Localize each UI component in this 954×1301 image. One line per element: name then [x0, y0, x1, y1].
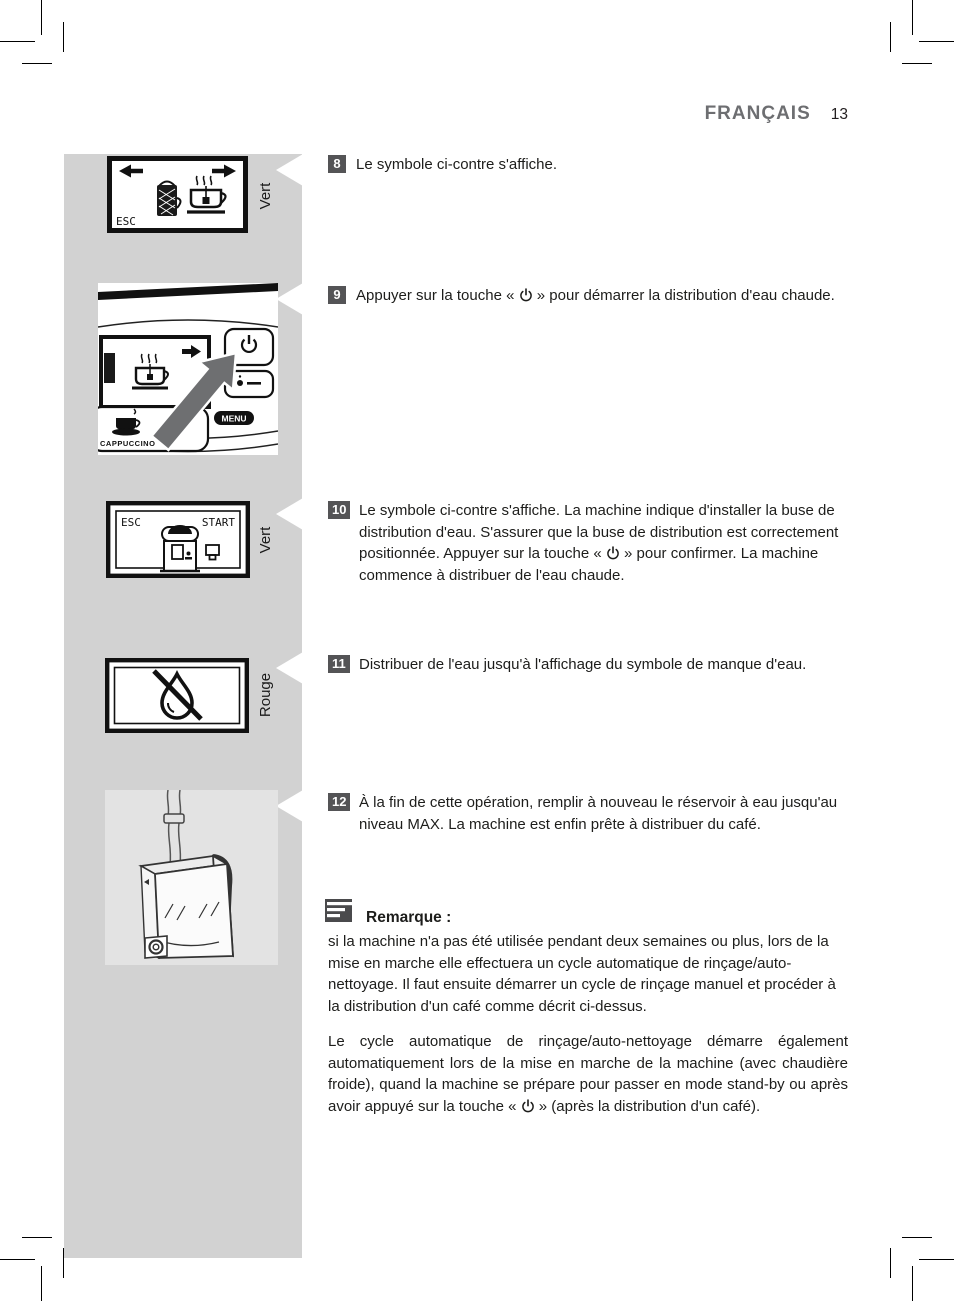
step-text: Appuyer sur la touche « — [356, 287, 519, 304]
display-install-spout — [106, 501, 250, 583]
step-number-badge: 10 — [328, 501, 350, 519]
closing-paragraph — [328, 1031, 848, 1117]
led-color-label: Vert — [257, 526, 274, 554]
callout-wedge — [276, 154, 303, 186]
page-header — [328, 103, 848, 125]
crop-mark — [22, 1237, 52, 1238]
display-esc-label: ESC — [121, 516, 141, 529]
crop-mark — [0, 41, 35, 42]
power-icon — [606, 546, 620, 560]
step-number-badge: 9 — [328, 286, 346, 304]
step-text: Le symbole ci-contre s'affiche. — [356, 156, 558, 173]
callout-wedge — [276, 498, 303, 530]
machine-pictogram — [160, 525, 200, 571]
water-tank-illustration — [105, 790, 278, 970]
crop-mark — [22, 63, 52, 64]
crop-mark — [902, 63, 932, 64]
water-tank — [141, 856, 233, 958]
crop-mark — [41, 1266, 42, 1301]
cappuccino-button-label: CAPPUCCINO — [100, 439, 156, 448]
power-icon — [519, 288, 533, 302]
crop-mark — [890, 22, 891, 52]
callout-wedge — [276, 283, 303, 315]
closing-text: Le cycle automatique de rinçage/auto-nettoyage démarre également automatiquement lors de la mise en marche de la machine (avec chaudière froide), quand la machine se prépare pour passer en mode stand-by ou après avoir appuyé sur la touche « — [328, 1033, 848, 1115]
step-8 — [328, 154, 848, 176]
page-number: 13 — [830, 106, 848, 123]
crop-mark — [912, 1266, 913, 1301]
menu-button — [214, 411, 254, 425]
display-hot-water-menu — [107, 156, 248, 238]
power-icon — [521, 1099, 535, 1113]
display-start-label: START — [201, 516, 235, 529]
step-10 — [328, 500, 848, 586]
note-lines-icon — [325, 897, 356, 927]
menu-button-label: MENU — [221, 413, 247, 424]
crop-mark — [902, 1237, 932, 1238]
step-number-badge: 12 — [328, 793, 350, 811]
display-no-water — [105, 658, 249, 738]
crop-mark — [912, 0, 913, 35]
crop-mark — [63, 22, 64, 52]
crop-mark — [0, 1259, 35, 1260]
note-body: si la machine n'a pas été utilisée pendant deux semaines ou plus, lors de la mise en marche elle effectuera un cycle automatique de rinçage/auto-nettoyage. Il faut ensuite démarrer un cycle de rinçage manuel et procéder à la distribution d'un café comme décrit ci-dessus. — [328, 933, 836, 1015]
crop-mark — [919, 41, 954, 42]
note-title: Remarque : — [366, 909, 452, 926]
step-number-badge: 8 — [328, 155, 346, 173]
step-text: » pour confirmer. La machine commence à distribuer de l'eau chaude. — [359, 545, 819, 584]
crop-mark — [41, 0, 42, 35]
crop-mark — [919, 1259, 954, 1260]
led-color-label: Vert — [257, 182, 274, 210]
note-header — [325, 897, 451, 927]
machine-panel-illustration — [98, 283, 278, 460]
step-text: Le symbole ci-contre s'affiche. La machine indique d'installer la buse de distribution d'eau. S'assurer que la buse de distribution est correctement positionnée. Appuyer sur la touche « — [359, 502, 839, 562]
closing-text: » (après la distribution d'un café). — [534, 1097, 761, 1115]
step-12 — [328, 792, 848, 835]
callout-wedge — [276, 652, 303, 684]
step-text: À la fin de cette opération, remplir à nouveau le réservoir à eau jusqu'au niveau MAX. La machine est enfin prête à distribuer du café. — [359, 794, 838, 833]
step-11 — [328, 654, 848, 676]
step-9 — [328, 285, 848, 307]
crop-mark — [890, 1248, 891, 1278]
step-number-badge: 11 — [328, 655, 350, 673]
step-text: » pour démarrer la distribution d'eau chaude. — [532, 287, 835, 304]
display-esc-label: ESC — [116, 215, 136, 228]
step-text: Distribuer de l'eau jusqu'à l'affichage du symbole de manque d'eau. — [359, 656, 807, 673]
language-title: FRANÇAIS — [704, 103, 811, 124]
callout-wedge — [276, 790, 303, 822]
led-color-label: Rouge — [257, 672, 274, 718]
